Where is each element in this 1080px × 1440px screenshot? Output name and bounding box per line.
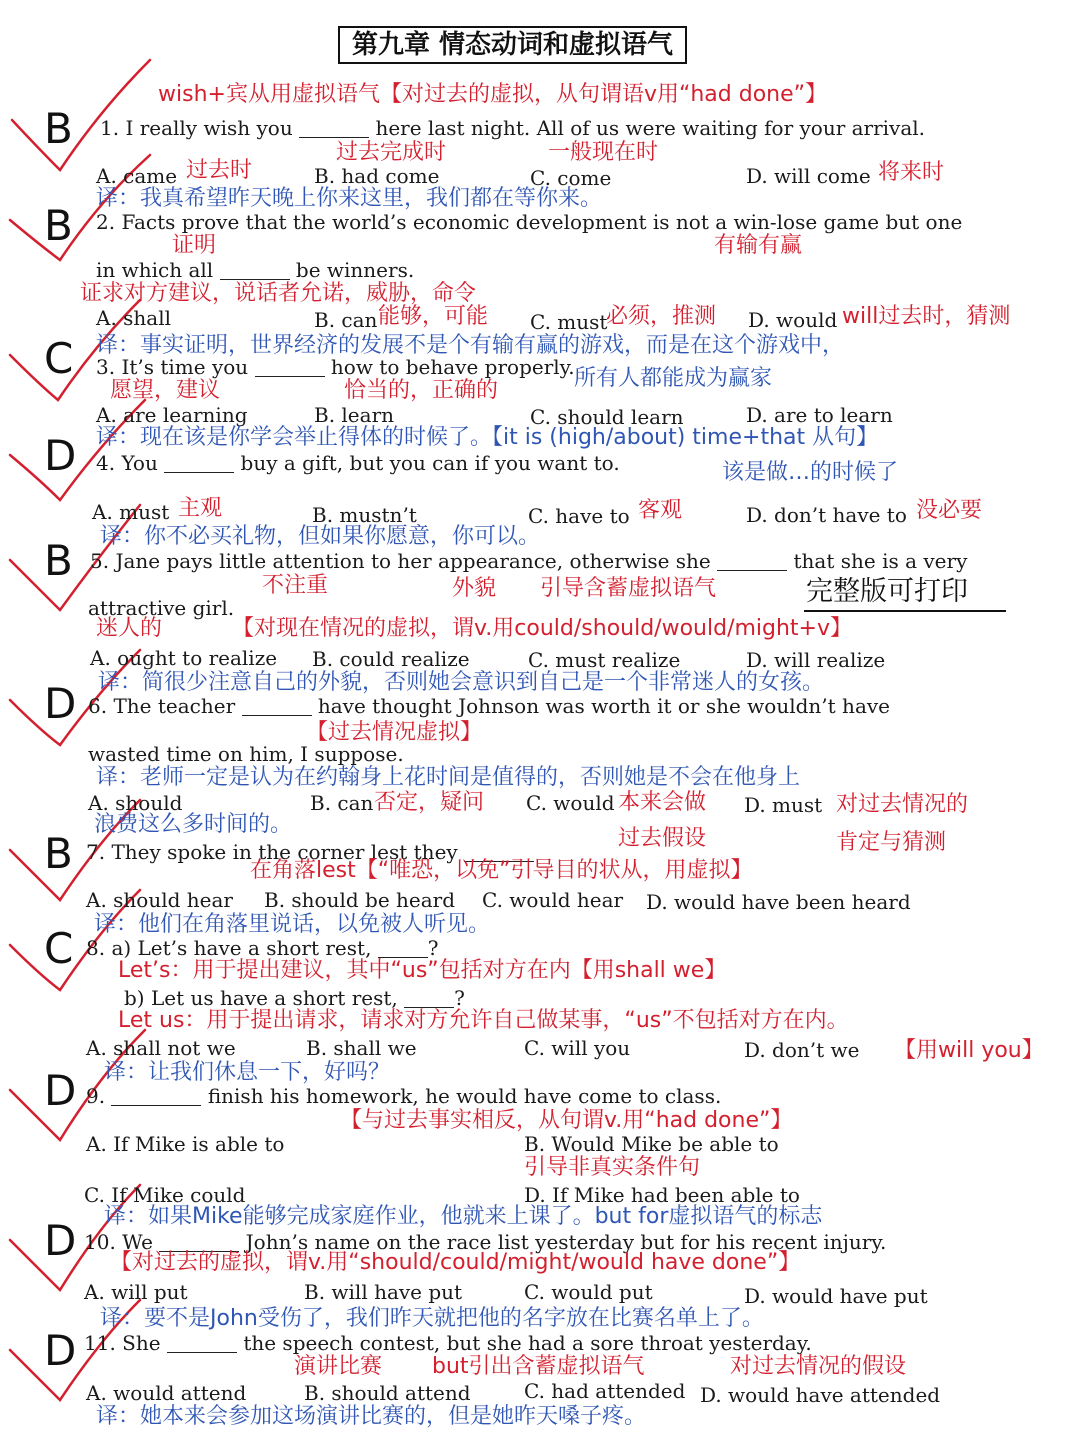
q2-translation-2: 所有人都能成为赢家 — [574, 366, 773, 391]
q3-translation-2: 该是做…的时候了 — [722, 460, 899, 485]
q2-option-b: B. can — [314, 308, 378, 332]
q8-option-b: B. shall we — [306, 1036, 417, 1060]
q2-gloss-b: 能够，可能 — [378, 304, 489, 329]
q8-stem-a: 8. a) Let’s have a short rest, ? — [86, 936, 439, 960]
q10-option-d: D. would have put — [744, 1284, 928, 1308]
q6-option-d: D. must — [744, 793, 823, 817]
q11-option-d: D. would have attended — [700, 1383, 941, 1407]
q9-option-d: D. If Mike had been able to — [524, 1183, 800, 1207]
q11-gloss-1: 演讲比赛 — [294, 1354, 383, 1379]
q4-option-d: D. don’t have to — [746, 503, 907, 527]
q4-option-a: A. must — [92, 500, 170, 524]
q11-option-a: A. would attend — [86, 1381, 247, 1405]
q11-translation: 译：她本来会参加这场演讲比赛的，但是她昨天嗓子疼。 — [96, 1404, 647, 1429]
q1-gloss-d: 将来时 — [878, 160, 945, 185]
q7-note: 在角落lest【“唯恐，以免”引导目的状从，用虚拟】 — [250, 858, 753, 883]
q9-gloss: 引导非真实条件句 — [524, 1155, 701, 1180]
q6-gloss-d: 对过去情况的 — [836, 792, 969, 817]
q3-option-b: B. learn — [314, 403, 395, 427]
answer-8: C — [44, 924, 74, 973]
q8-gloss: 【用will you】 — [894, 1038, 1044, 1063]
answer-1: B — [44, 104, 73, 153]
q7-option-a: A. should hear — [86, 888, 233, 912]
q7-translation: 译：他们在角落里说话，以免被人听见。 — [94, 912, 491, 937]
q8-option-a: A. shall not we — [86, 1036, 236, 1060]
q10-option-a: A. will put — [84, 1280, 188, 1304]
q2-translation: 译：事实证明，世界经济的发展不是个有输有赢的游戏，而是在这个游戏中， — [96, 333, 845, 358]
q9-option-a: A. If Mike is able to — [86, 1132, 285, 1156]
q5-gloss-3: 引导含蓄虚拟语气 — [540, 576, 717, 601]
q6-stem: 6. The teacher have thought Johnson was worth it or she wouldn’t have — [88, 694, 890, 718]
chapter-title: 第九章 情态动词和虚拟语气 — [338, 26, 687, 64]
q10-stem: 10. We John’s name on the race list yesterday but for his recent injury. — [84, 1230, 887, 1254]
q6-stem-2: wasted time on him, I suppose. — [88, 742, 404, 766]
answer-10: D — [44, 1216, 77, 1265]
q2-option-c: C. must — [530, 310, 608, 334]
q4-gloss-a: 主观 — [178, 496, 223, 521]
print-note-underline — [804, 610, 1006, 612]
q3-gloss-2: 恰当的，正确的 — [344, 378, 499, 403]
q5-option-b: B. could realize — [312, 647, 470, 671]
q11-option-c: C. had attended — [524, 1379, 686, 1403]
q6-gloss-e: 过去假设 — [618, 826, 707, 851]
q3-stem: 3. It’s time you how to behave properly. — [96, 355, 575, 379]
q2-gloss-c: 必须，推测 — [606, 304, 717, 329]
q3-gloss-1: 愿望，建议 — [110, 378, 221, 403]
q6-option-a: A. should — [88, 791, 183, 815]
q5-stem: 5. Jane pays little attention to her appearance, otherwise she that she is a very — [90, 549, 968, 573]
q1-gloss-c: 一般现在时 — [548, 140, 659, 165]
q6-option-b: B. can — [310, 791, 374, 815]
q8-note-a: Let’s：用于提出建议，其中“us”包括对方在内【用shall we】 — [118, 958, 727, 983]
q7-option-c: C. would hear — [482, 888, 624, 912]
q9-option-c: C. If Mike could — [84, 1183, 246, 1207]
q6-gloss-f: 肯定与猜测 — [836, 830, 947, 855]
q7-stem: 7. They spoke in the corner lest they — [86, 842, 534, 862]
q2-gloss-winlose: 有输有赢 — [714, 233, 803, 258]
q4-option-c: C. have to — [528, 504, 630, 528]
q1-option-a: A. came — [96, 164, 178, 188]
q1-gloss-b: 过去完成时 — [336, 140, 447, 165]
q8-note-b: Let us：用于提出请求，请求对方允许自己做某事，“us”不包括对方在内。 — [118, 1008, 849, 1033]
q1-option-d: D. will come — [746, 164, 871, 188]
q11-gloss-2: but引出含蓄虚拟语气 — [432, 1354, 645, 1379]
q5-translation: 译：简很少注意自己的外貌，否则她会意识到自己是一个非常迷人的女孩。 — [98, 670, 825, 695]
answer-11: D — [44, 1326, 77, 1375]
answer-3: C — [44, 334, 74, 383]
q6-gloss-c: 本来会做 — [618, 790, 707, 815]
q3-option-c: C. should learn — [530, 405, 684, 429]
q2-stem-2: in which all be winners. — [96, 258, 415, 282]
q5-note: 【对现在情况的虚拟，谓v.用could/should/would/might+v】 — [232, 616, 853, 641]
q7-option-d: D. would have been heard — [646, 890, 911, 914]
q2-option-a: A. shall — [96, 306, 172, 330]
q8-stem-b: b) Let us have a short rest, ? — [124, 986, 465, 1010]
q2-option-d: D. would — [748, 308, 838, 332]
q4-gloss-d: 没必要 — [916, 498, 983, 523]
answer-7: B — [44, 829, 73, 878]
q10-option-c: C. would put — [524, 1280, 653, 1304]
q9-stem: 9. finish his homework, he would have come to class. — [86, 1084, 722, 1108]
answer-4: D — [44, 431, 77, 480]
q11-gloss-3: 对过去情况的假设 — [730, 1354, 907, 1379]
q6-note: 【过去情况虚拟】 — [306, 720, 483, 745]
q11-stem: 11. She the speech contest, but she had a sore throat yesterday. — [84, 1331, 812, 1355]
q6-gloss-b: 否定，疑问 — [374, 790, 485, 815]
q4-stem: 4. You buy a gift, but you can if you want to. — [96, 451, 620, 475]
q1-translation: 译：我真希望昨天晚上你来这里，我们都在等你来。 — [96, 186, 603, 211]
q1-stem: 1. I really wish you here last night. All of us were waiting for your arrival. — [100, 116, 926, 140]
answer-6: D — [44, 679, 77, 728]
q5-option-a: A. ought to realize — [90, 646, 278, 670]
answer-2: B — [44, 201, 73, 250]
q10-translation: 译：要不是John受伤了，我们昨天就把他的名字放在比赛名单上了。 — [100, 1306, 764, 1331]
q10-option-b: B. will have put — [304, 1280, 463, 1304]
q9-option-b: B. Would Mike be able to — [524, 1132, 779, 1156]
q1-option-c: C. come — [530, 166, 612, 190]
q1-option-b: B. had come — [314, 164, 440, 188]
q9-note: 【与过去事实相反，从句谓v.用“had done”】 — [340, 1108, 793, 1133]
q6-translation-2: 浪费这么多时间的。 — [94, 812, 293, 837]
q5-gloss-2: 外貌 — [452, 576, 497, 601]
q5-option-c: C. must realize — [528, 648, 681, 672]
q5-gloss-attractive: 迷人的 — [96, 616, 163, 641]
q11-option-b: B. should attend — [304, 1381, 471, 1405]
q7-option-b: B. should be heard — [264, 888, 456, 912]
q2-gloss-d: will过去时，猜测 — [842, 304, 1011, 329]
q5-gloss-1: 不注重 — [262, 573, 329, 598]
q5-option-d: D. will realize — [746, 648, 886, 672]
q10-note: 【对过去的虚拟，谓v.用“should/could/might/would have done”】 — [110, 1250, 801, 1275]
q3-option-d: D. are to learn — [746, 403, 893, 427]
print-note: 完整版可打印 — [806, 576, 968, 607]
q9-translation: 译：如果Mike能够完成家庭作业，他就来上课了。but for虚拟语气的标志 — [104, 1204, 823, 1229]
checkmark-1 — [12, 60, 150, 170]
q5-stem-2: attractive girl. — [88, 596, 235, 620]
q4-option-b: B. mustn’t — [312, 503, 417, 527]
q4-translation: 译：你不必买礼物，但如果你愿意，你可以。 — [100, 524, 541, 549]
q8-translation: 译：让我们休息一下，好吗？ — [104, 1060, 391, 1085]
q6-translation: 译：老师一定是认为在约翰身上花时间是值得的，否则她是不会在他身上 — [96, 765, 801, 790]
q4-gloss-c: 客观 — [638, 498, 683, 523]
answer-5: B — [44, 536, 73, 585]
q2-gloss-prove: 证明 — [172, 233, 217, 258]
q2-note: 证求对方建议，说话者允诺，威胁，命令 — [80, 281, 477, 306]
q8-option-d: D. don’t we — [744, 1038, 860, 1062]
q3-translation: 译：现在该是你学会举止得体的时候了。【it is (high/about) time+that 从句】 — [96, 425, 879, 450]
q6-option-c: C. would — [526, 791, 615, 815]
q8-option-c: C. will you — [524, 1036, 631, 1060]
q3-option-a: A. are learning — [96, 403, 248, 427]
q1-gloss-a: 过去时 — [186, 158, 253, 183]
q2-stem: 2. Facts prove that the world’s economic development is not a win-lose game but one — [96, 210, 963, 234]
q1-note: wish+宾从用虚拟语气【对过去的虚拟，从句谓语v用“had done”】 — [158, 82, 828, 107]
answer-9: D — [44, 1066, 77, 1115]
